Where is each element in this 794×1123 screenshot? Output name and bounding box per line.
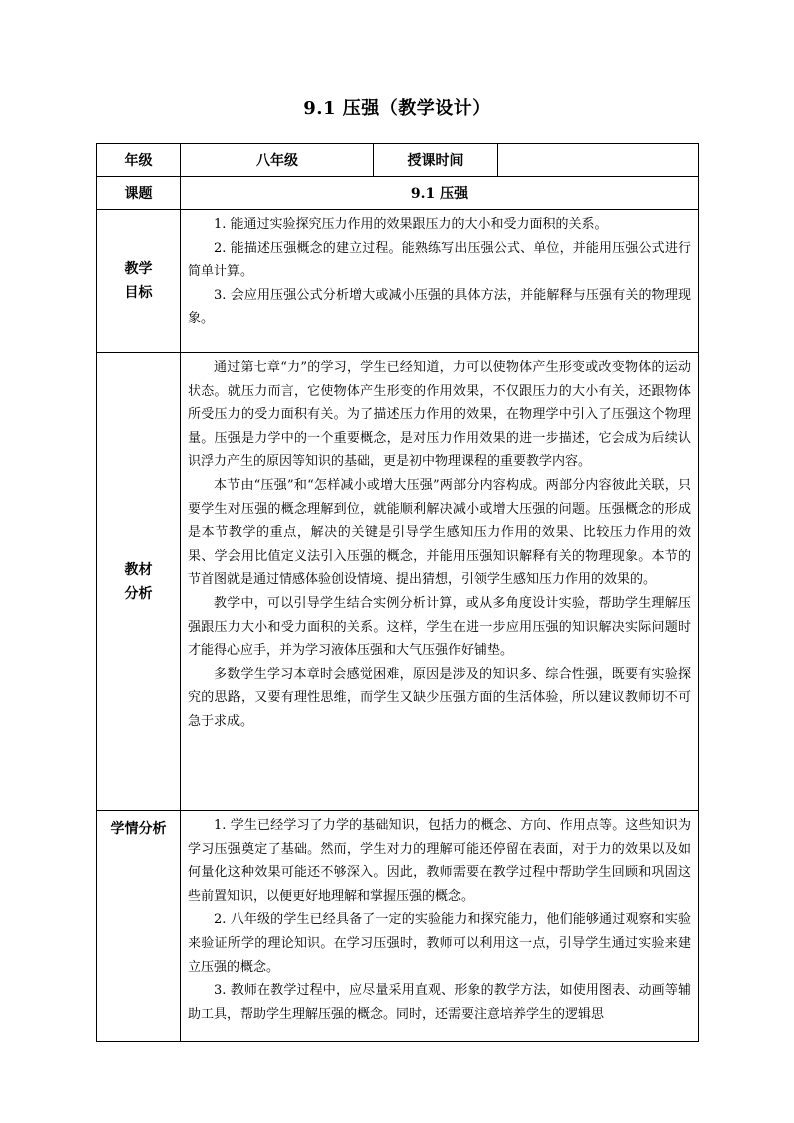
learner-row [97,811,699,1042]
grade-label: 年级 [97,144,181,177]
material-row [97,353,699,811]
material-label [97,353,181,811]
topic-label: 课题 [97,177,181,210]
learner-content [181,811,699,1042]
goals-label [97,210,181,353]
grade-row [97,144,699,177]
topic-row [97,177,699,210]
learner-paragraph: 1. 学生已经学习了力学的基础知识，包括力的概念、方向、作用点等。这些知识为学习压强奠定了基础。然而，学生对力的理解可能还停留在表面，对于力的效果以及如何量化这种效果可能还不够深入。因此，教师需要在教学过程中帮助学生回顾和巩固这些前置知识，以便更好地理解和掌握压强的概念。 [188,818,691,904]
learner-paragraph: 2. 八年级的学生已经具备了一定的实验能力和探究能力，他们能够通过观察和实验来验证所学的理论知识。在学习压强时，教师可以利用这一点，引导学生通过实验来建立压强的概念。 [188,912,691,975]
topic-value: 9.1 压强 [181,177,699,210]
goals-content [181,210,699,353]
learner-text-wrap [188,814,691,1034]
lesson-plan-table [96,143,699,1042]
material-content [181,353,699,811]
goals-label-line1: 教学 [124,261,153,277]
goals-row [97,210,699,353]
material-paragraph: 教学中，可以引导学生结合实例分析计算，或从多角度设计实验，帮助学生理解压强跟压力大小和受力面积的关系。这样，学生在进一步应用压强的知识解决实际问题时才能得心应手，并为学习液体压强和大气压强作好铺垫。 [188,595,691,659]
learner-label: 学情分析 [97,811,181,1042]
goal-item: 2. 能描述压强概念的建立过程。能熟练写出压强公式、单位，并能用压强公式进行简单计算。 [188,240,691,280]
goal-item: 1. 能通过实验探究压力作用的效果跟压力的大小和受力面积的关系。 [214,217,608,232]
time-value [498,144,699,177]
document-title: 9.1 压强（教学设计） [303,98,491,119]
time-label: 授课时间 [374,144,498,177]
material-paragraph: 本节由“压强”和“怎样减小或增大压强”两部分内容构成。两部分内容彼此关联，只要学生对压强的概念理解到位，就能顺利解决减小或增大压强的问题。压强概念的形成是本节教学的重点，解决的关键是引导学生感知压力作用的效果、比较压力作用的效果、学会用比值定义法引入压强的概念，并能用压强知识解释有关的物理现象。本节的节首图就是通过情感体验创设情境、提出猜想，引领学生感知压力作用的效果的。 [188,477,691,588]
material-paragraph: 多数学生学习本章时会感觉困难，原因是涉及的知识多、综合性强，既要有实验探究的思路，又要有理性思维，而学生又缺少压强方面的生活体验，所以建议教师切不可急于求成。 [188,666,691,729]
goal-item: 3. 会应用压强公式分析增大或减小压强的具体方法，并能解释与压强有关的物理现象。 [188,287,691,327]
material-paragraph: 通过第七章“力”的学习，学生已经知道，力可以使物体产生形变或改变物体的运动状态。就压力而言，它使物体产生形变的作用效果，不仅跟压力的大小有关，还跟物体所受压力的受力面积有关。为了描述压力作用的效果，在物理学中引入了压强这个物理量。压强是力学中的一个重要概念，是对压力作用效果的进一步描述，它会成为后续认识浮力产生的原因等知识的基础，更是初中物理课程的重要教学内容。 [188,360,691,470]
material-label-line1: 教材 [124,561,153,578]
grade-value: 八年级 [181,144,374,177]
material-label-line2: 分析 [124,585,153,602]
goals-label-line2: 目标 [124,285,153,301]
learner-paragraph: 3. 教师在教学过程中，应尽量采用直观、形象的教学方法，如使用图表、动画等辅助工具，帮助学生理解压强的概念。同时，还需要注意培养学生的逻辑思 [188,983,691,1022]
